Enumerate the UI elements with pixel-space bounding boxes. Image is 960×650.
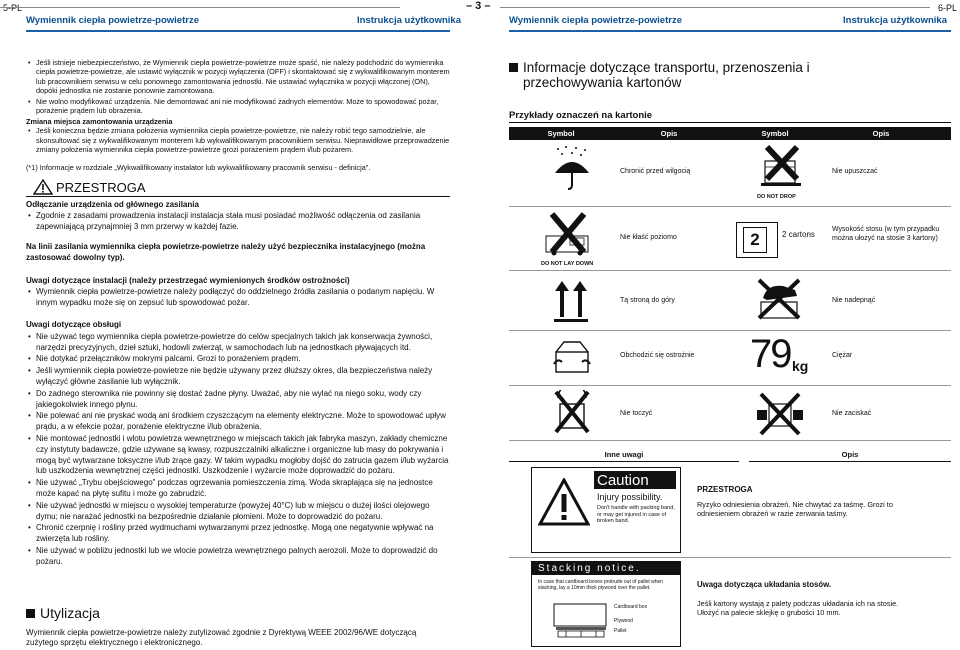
section-title: Informacje dotyczące transportu, przenoszenia i przechowywania kartonów bbox=[523, 60, 810, 91]
right-header-title: Wymiennik ciepła powietrze-powietrze bbox=[509, 15, 682, 26]
examples-rule bbox=[509, 122, 951, 123]
list-item: • Chronić czerpnię i rośliny przed wydmuchami wytwarzanymi przez jednostkę. Mogą one negatywnie wpływać na zwierzęta lub rośliny. bbox=[26, 523, 450, 545]
list-item: • Jeśli wymiennik ciepła powietrze-powietrze nie będzie używany przez dłuższy okres, dla bezpieczeństwa należy wyłączyć główne zasilanie lub wyłącznik. bbox=[26, 366, 450, 388]
row-divider bbox=[509, 330, 951, 331]
col-desc-left: Opis bbox=[660, 129, 678, 138]
left-header-line bbox=[26, 30, 450, 32]
header-rule-right bbox=[500, 7, 930, 8]
label-cardboard-box: Cardboard box bbox=[614, 604, 648, 610]
col-other-notes: Inne uwagi bbox=[509, 450, 739, 462]
square-bullet-icon bbox=[509, 63, 518, 72]
this-side-up-icon bbox=[552, 277, 590, 323]
disconnect-block bbox=[26, 200, 450, 264]
label-pallet: Pallet bbox=[614, 628, 627, 634]
install-notes-title: Uwagi dotyczące instalacji (należy przestrzegać wymienionych środków ostrożności) bbox=[26, 276, 350, 285]
list-item: • Nie montować jednostki i wlotu powietrza wewnętrznego w miejscach takich jak fabryka maszyn, zakłady chemiczne czy instytuty badawcze, gdzie używane są kwasy, rozpuszczalniki alkaliczne i organiczne lub masy do pokrywania i mogą być wytwarzane toksyczne i/lub żrące gazy. W takim wypadku mogłoby dojść do zatrucia gazem i/lub wyżarcia lub uszkodzenia wewnętrznej części jednostki. Uszkodzenie i wyżarcie może doprowadzić do pożaru. bbox=[26, 434, 450, 477]
operation-title: Uwagi dotyczące obsługi bbox=[26, 320, 122, 329]
list-item: • Nie dotykać przełączników mokrymi palcami. Grozi to porażeniem prądem. bbox=[26, 354, 450, 365]
stacking-title: Stacking notice. bbox=[532, 562, 680, 575]
row4-right-desc: Ciężar bbox=[832, 352, 853, 359]
list-item: • Jeśli istnieje niebezpieczeństwo, że Wymiennik ciepła powietrze-powietrze może spaść, nie należy podchodzić do wymiennika ciepła powietrze-powietrze, ale ustawić wyłącznik w pozycji wyłączenia (OFF) i skontaktować się z wykwalifikowanym monterem lub pracownikiem serwisu w celu ponownego zamontowania jednostki. Nie ustawiać wyłącznika w pozycji włączonej (ON), dopóki jednostka nie zostanie ponownie zamontowana. bbox=[26, 58, 450, 96]
caution-desc: Ryzyko odniesienia obrażeń. Nie chwytać za taśmę. Grozi to odniesieniem obrażeń w razie zerwania taśmy. bbox=[697, 500, 893, 519]
caution-line3: or may get injured in case of broken band. bbox=[597, 512, 667, 524]
right-header-subtitle: Instrukcja użytkownika bbox=[843, 15, 948, 26]
stacking-desc: Jeśli kartony wystają z palety podczas układania ich na stosie. Ułożyć na palecie sklejkę o grubości 10 mm. bbox=[697, 599, 899, 618]
warning-heading bbox=[33, 179, 146, 195]
stacking-line: In case that cardboard boxes protrude out of pallet when stacking, lay a 10mm thick plywood over the pallet. bbox=[538, 579, 664, 592]
disconnect-title: Odłączanie urządzenia od głównego zasilania bbox=[26, 200, 199, 209]
row3-right-desc: Nie nadepnąć bbox=[832, 297, 876, 304]
weight-value: 79 bbox=[750, 332, 791, 376]
warning-rule bbox=[26, 196, 450, 197]
caution-line2: Don't handle with packing band, bbox=[597, 505, 675, 511]
warning-triangle-icon bbox=[33, 179, 53, 195]
do-not-drop-badge: DO NOT DROP bbox=[757, 194, 796, 200]
row1-right-desc: Nie upuszczać bbox=[832, 168, 878, 175]
examples-title: Przykłady oznaczeń na kartonie bbox=[509, 110, 653, 121]
col-symbol-left: Symbol bbox=[547, 129, 575, 138]
list-item: • Nie polewać ani nie pryskać wodą ani środkiem czyszczącym na elementy elektryczne. Może to spowodować upływ prądu, a w efekcie pożar, porażenie elektryczne i/lub obrażenia. bbox=[26, 411, 450, 433]
section-heading bbox=[509, 60, 839, 90]
weight-unit: kg bbox=[792, 358, 809, 374]
row5-right-desc: Nie zaciskać bbox=[832, 410, 872, 417]
list-item: • Jeśli konieczna będzie zmiana położenia wymiennika ciepła powietrze-powietrze, nie należy robić tego samodzielnie, ale skonsultować się z wykwalifikowanym monterem lub wykwalifikowanym pracownikiem serwisu. Nieprawidłowe przeprowadzenie zmiany położenia wymiennika ciepła powietrze-powietrze grozi porażeniem prądem i/lub pożarem. bbox=[26, 126, 450, 154]
list-item: • Nie używać „Trybu obejściowego" podczas ogrzewania pomieszczenia zimą. Woda skraplająca się na jednostce może kapać na płytę sufitu i może go zabrudzić. bbox=[26, 478, 450, 500]
footnote: (*1) Informacje w rozdziale „Wykwalifikowany instalator lub wykwalifikowany pracownik serwisu - definicja". bbox=[26, 163, 371, 172]
disposal-title: Utylizacja bbox=[40, 605, 100, 621]
stack-cartons-label: 2 cartons bbox=[782, 230, 815, 239]
caution-title: Caution bbox=[594, 471, 676, 489]
list-item: • Nie używać jednostki w miejscu o wysokiej temperaturze (powyżej 40°C) lub w miejscu o dużej ilości olejowego dymu; nie narażać jednostki na bezpośrednie działanie płomieni. Może to doprowadzić do pożaru. bbox=[26, 501, 450, 523]
warning-label: PRZESTROGA bbox=[56, 179, 146, 195]
list-item: • Zgodnie z zasadami prowadzenia instalacji instalacja stała musi posiadać możliwość odłączenia od zasilania zapewniającą przynajmniej 3 mm przerwy w każdej fazie. bbox=[26, 211, 450, 233]
list-item: • Nie używać tego wymiennika ciepła powietrze-powietrze do celów specjalnych takich jak konserwacja żywności, narzędzi precyzyjnych, dzieł sztuki, hodowli zwierząt, w samochodach lub na jednostkach pływających itd. bbox=[26, 332, 450, 354]
row1-left-desc: Chronić przed wilgocią bbox=[620, 168, 691, 175]
square-bullet-icon bbox=[26, 609, 35, 618]
operation-block bbox=[26, 320, 450, 569]
left-header-title: Wymiennik ciepła powietrze-powietrze bbox=[26, 15, 199, 26]
weight-icon bbox=[750, 332, 840, 380]
install-place-title: Zmiana miejsca zamontowania urządzenia bbox=[26, 116, 173, 126]
row5-left-desc: Nie toczyć bbox=[620, 410, 653, 417]
stacking-notice-label bbox=[531, 561, 681, 647]
row-divider bbox=[509, 557, 951, 558]
stack-height-number: 2 bbox=[743, 227, 767, 253]
caution-line1: Injury possibility. bbox=[597, 492, 663, 502]
list-item: • Nie wolno modyfikować urządzenia. Nie demontować ani nie modyfikować żadnych elementów. Może to spowodować pożar, porażenie prądem lub obrażenia. bbox=[26, 97, 450, 116]
page-number-right: 6-PL bbox=[937, 3, 957, 13]
list-item: • Do zadnego sterownika nie powinny się dostać żadne płyny. Uważać, aby nie wylać na niego soku, wody czy jakiegokolwiek innego płynu. bbox=[26, 389, 450, 411]
row-divider bbox=[509, 385, 951, 386]
do-not-drop-icon bbox=[757, 143, 805, 199]
install-notes-block bbox=[26, 276, 450, 309]
col-desc-right: Opis bbox=[872, 129, 890, 138]
row-divider bbox=[509, 206, 951, 207]
row2-right-desc: Wysokość stosu (w tym przypadku można ułożyć na stosie 3 kartony) bbox=[832, 226, 940, 242]
page-number-left: 5-PL bbox=[3, 3, 23, 13]
page-number-center: – 3 – bbox=[466, 0, 491, 12]
right-header-line bbox=[509, 30, 951, 32]
stacking-desc-title: Uwaga dotycząca układania stosów. bbox=[697, 580, 832, 589]
caution-label bbox=[531, 467, 681, 553]
do-not-clamp-icon bbox=[755, 390, 805, 436]
do-not-lay-down-badge: DO NOT LAY DOWN bbox=[541, 261, 594, 267]
header-rule-left bbox=[0, 7, 400, 8]
stack-height-icon bbox=[736, 222, 778, 258]
disposal-heading bbox=[26, 605, 100, 621]
left-header-subtitle: Instrukcja użytkownika bbox=[357, 15, 462, 26]
label-plywood: Plywood bbox=[614, 618, 633, 624]
do-not-step-icon bbox=[755, 276, 803, 322]
do-not-roll-icon bbox=[552, 390, 592, 436]
caution-desc-title: PRZESTROGA bbox=[697, 485, 753, 494]
row4-left-desc: Obchodzić się ostrożnie bbox=[620, 352, 695, 359]
row-divider bbox=[509, 270, 951, 271]
symbol-table-header bbox=[509, 127, 951, 140]
left-top-block bbox=[26, 58, 450, 156]
row-divider bbox=[509, 440, 951, 441]
row3-left-desc: Tą stroną do góry bbox=[620, 297, 675, 304]
handle-with-care-icon bbox=[552, 334, 592, 380]
row2-left-desc: Nie kłaść poziomo bbox=[620, 234, 677, 241]
col-symbol-right: Symbol bbox=[761, 129, 789, 138]
list-item: • Nie używać w pobliżu jednostki lub we wlocie powietrza wewnętrznego palnych aerozoli. Może to doprowadzić do pożaru. bbox=[26, 546, 450, 568]
disposal-text: Wymiennik ciepła powietrze-powietrze należy zutylizować zgodnie z Dyrektywą WEEE 2002/96/WE dotyczącą zużytego sprzętu elektrycznego i elektronicznego. bbox=[26, 628, 417, 648]
list-item: • Wymiennik ciepła powietrze-powietrze należy podłączyć do oddzielnego źródła zasilania o podanym napięciu. W innym wypadku może się on zepsuć lub spowodować pożar. bbox=[26, 287, 450, 309]
warning-triangle-icon bbox=[538, 478, 590, 542]
breaker-note: Na linii zasilania wymiennika ciepła powietrze-powietrze należy użyć bezpiecznika instalacyjnego (można zastosować dowolny typ). bbox=[26, 242, 426, 263]
umbrella-icon bbox=[552, 145, 592, 191]
other-notes-header bbox=[509, 450, 951, 462]
do-not-lay-down-icon bbox=[540, 212, 600, 258]
col-other-desc: Opis bbox=[749, 450, 951, 462]
pallet-stack-icon bbox=[552, 600, 610, 646]
